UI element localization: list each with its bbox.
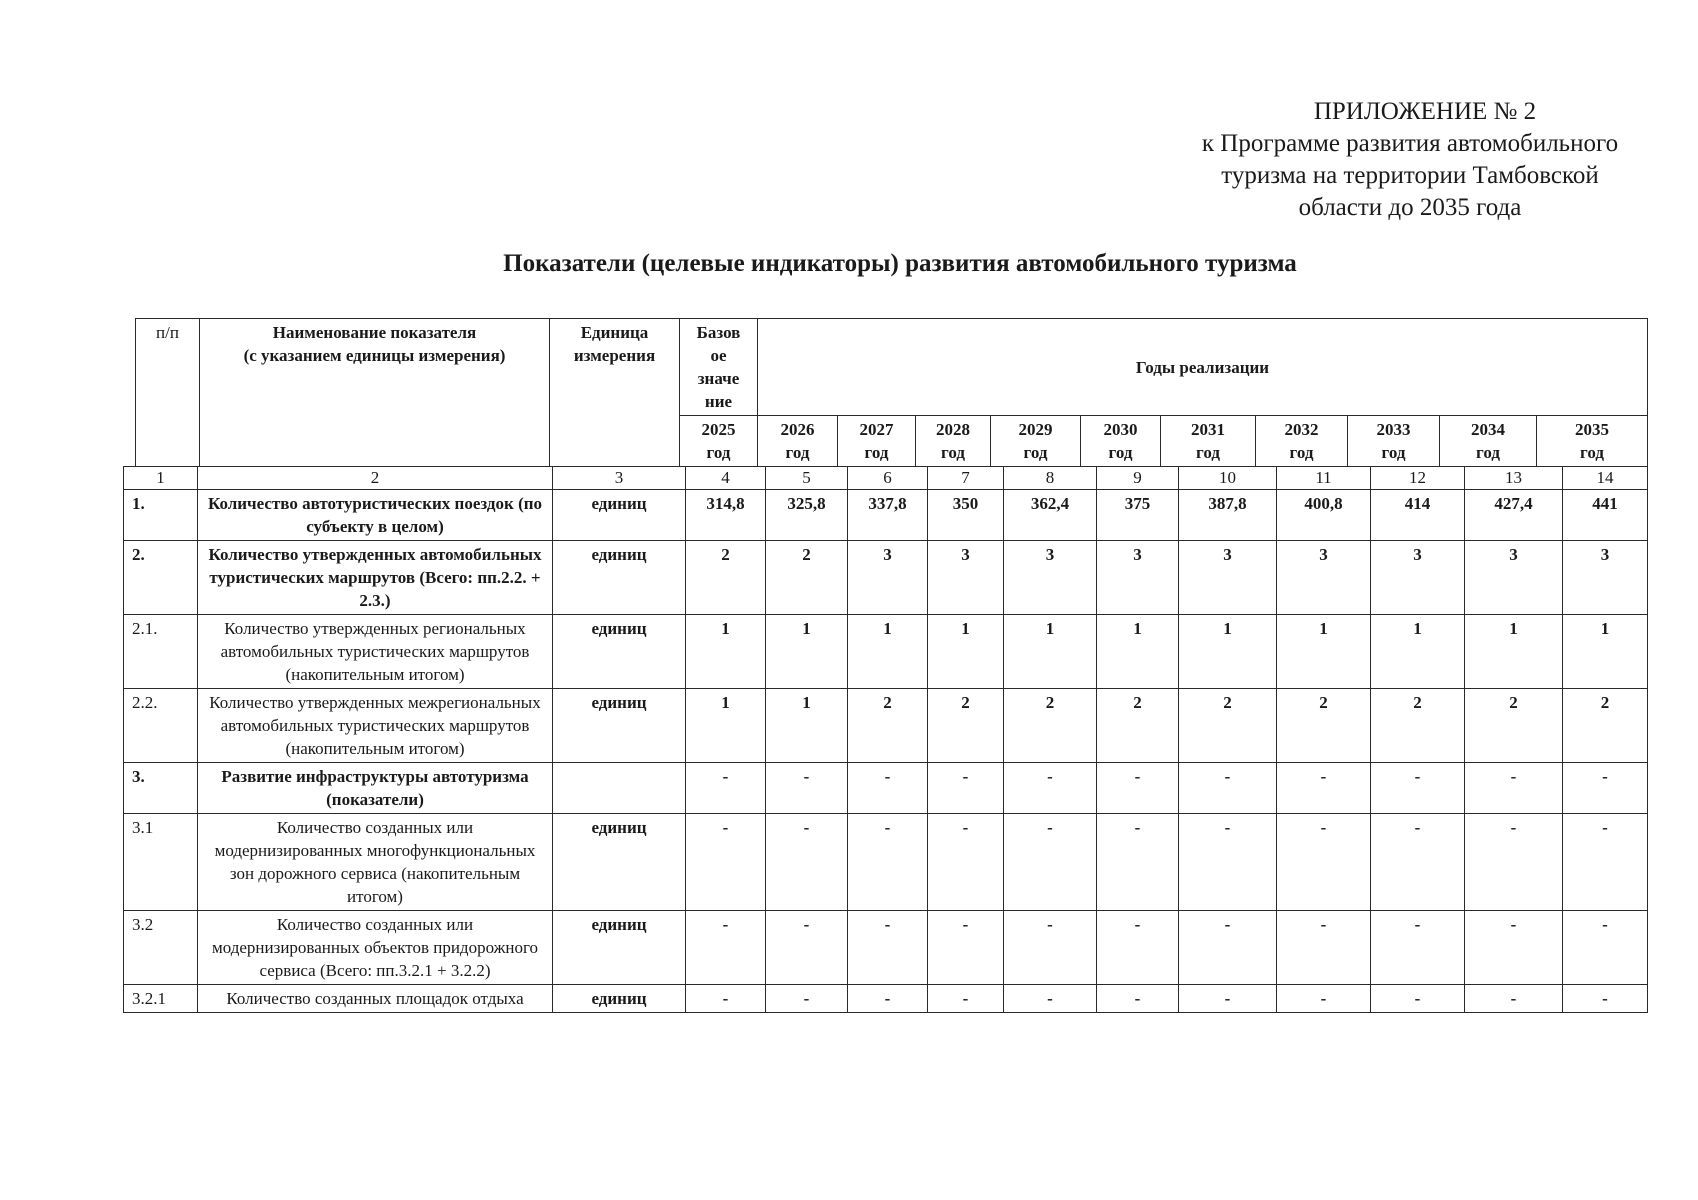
column-index-cell: 9 bbox=[1097, 467, 1179, 490]
indicator-name: Количество утвержденных автомобильных туристических маршрутов (Всего: пп.2.2. + 2.3.) bbox=[198, 541, 553, 615]
column-index-cell: 14 bbox=[1563, 467, 1648, 490]
value-cell: - bbox=[1277, 911, 1371, 985]
value-cell: - bbox=[1277, 763, 1371, 814]
value-cell: 441 bbox=[1563, 490, 1648, 541]
year-suffix: год bbox=[785, 443, 810, 462]
year-suffix: год bbox=[1289, 443, 1314, 462]
year-cell bbox=[1161, 416, 1256, 467]
value-cell: 314,8 bbox=[686, 490, 766, 541]
value-cell: - bbox=[686, 763, 766, 814]
value-cell: - bbox=[1097, 985, 1179, 1013]
value-cell: 3 bbox=[1277, 541, 1371, 615]
year-cell bbox=[1081, 416, 1161, 467]
year-value: 2033 bbox=[1376, 420, 1411, 439]
value-cell: 1 bbox=[1371, 615, 1465, 689]
header-base bbox=[680, 319, 758, 416]
column-index-cell: 5 bbox=[766, 467, 848, 490]
value-cell: 400,8 bbox=[1277, 490, 1371, 541]
year-cell bbox=[680, 416, 758, 467]
unit-cell: единиц bbox=[553, 541, 686, 615]
year-cell bbox=[838, 416, 916, 467]
value-cell: 3 bbox=[1179, 541, 1277, 615]
value-cell: - bbox=[928, 911, 1004, 985]
value-cell: 2 bbox=[848, 689, 928, 763]
value-cell: 3 bbox=[1097, 541, 1179, 615]
unit-cell: единиц bbox=[553, 490, 686, 541]
value-cell: 2 bbox=[766, 541, 848, 615]
value-cell: 325,8 bbox=[766, 490, 848, 541]
year-value: 2030 bbox=[1103, 420, 1138, 439]
column-index-cell: 6 bbox=[848, 467, 928, 490]
column-index-cell: 10 bbox=[1179, 467, 1277, 490]
value-cell: 1 bbox=[1465, 615, 1563, 689]
years-caption: Годы реализации bbox=[758, 319, 1648, 416]
document-title: Показатели (целевые индикаторы) развития автомобильного туризма bbox=[503, 250, 1297, 277]
year-value: 2029 bbox=[1018, 420, 1053, 439]
table-row bbox=[124, 689, 1648, 763]
value-cell: - bbox=[1465, 814, 1563, 911]
value-cell: - bbox=[686, 911, 766, 985]
row-number: 1. bbox=[124, 490, 198, 541]
value-cell: 1 bbox=[766, 689, 848, 763]
unit-cell: единиц bbox=[553, 911, 686, 985]
value-cell: 1 bbox=[848, 615, 928, 689]
column-index-cell: 12 bbox=[1371, 467, 1465, 490]
appendix-block bbox=[1160, 96, 1660, 224]
value-cell: 1 bbox=[1004, 615, 1097, 689]
value-cell: - bbox=[1563, 814, 1648, 911]
column-index-cell: 4 bbox=[686, 467, 766, 490]
value-cell: - bbox=[1179, 814, 1277, 911]
year-suffix: год bbox=[1476, 443, 1500, 462]
year-suffix: год bbox=[706, 443, 731, 462]
year-cell bbox=[1537, 416, 1648, 467]
value-cell: 1 bbox=[1563, 615, 1648, 689]
header-base-line: Базов bbox=[696, 323, 741, 342]
value-cell: 3 bbox=[928, 541, 1004, 615]
value-cell: - bbox=[848, 985, 928, 1013]
value-cell: - bbox=[766, 985, 848, 1013]
value-cell: 2 bbox=[1004, 689, 1097, 763]
table-header bbox=[135, 318, 1648, 467]
header-name-line: (с указанием единицы измерения) bbox=[243, 346, 506, 365]
value-cell: - bbox=[766, 814, 848, 911]
value-cell: - bbox=[1097, 763, 1179, 814]
unit-cell: единиц bbox=[553, 689, 686, 763]
value-cell: 337,8 bbox=[848, 490, 928, 541]
year-suffix: год bbox=[1580, 443, 1604, 462]
year-suffix: год bbox=[1196, 443, 1220, 462]
header-name bbox=[200, 319, 550, 467]
value-cell: 2 bbox=[1277, 689, 1371, 763]
value-cell: - bbox=[848, 814, 928, 911]
column-index-cell: 13 bbox=[1465, 467, 1563, 490]
value-cell: 2 bbox=[1465, 689, 1563, 763]
value-cell: 387,8 bbox=[1179, 490, 1277, 541]
value-cell: 350 bbox=[928, 490, 1004, 541]
value-cell: - bbox=[1371, 814, 1465, 911]
value-cell: 3 bbox=[1563, 541, 1648, 615]
year-suffix: год bbox=[1108, 443, 1133, 462]
row-number: 3.1 bbox=[124, 814, 198, 911]
value-cell: 2 bbox=[1371, 689, 1465, 763]
column-index-cell: 7 bbox=[928, 467, 1004, 490]
value-cell: 1 bbox=[1179, 615, 1277, 689]
indicator-name: Количество утвержденных межрегиональных автомобильных туристических маршрутов (накопительным итогом) bbox=[198, 689, 553, 763]
value-cell: - bbox=[1465, 911, 1563, 985]
value-cell: 1 bbox=[766, 615, 848, 689]
year-cell bbox=[1256, 416, 1348, 467]
row-number: 3.2 bbox=[124, 911, 198, 985]
row-number: 3.2.1 bbox=[124, 985, 198, 1013]
year-value: 2028 bbox=[936, 420, 970, 439]
indicators-table bbox=[123, 466, 1648, 1013]
value-cell: - bbox=[928, 814, 1004, 911]
indicator-name: Количество утвержденных региональных автомобильных туристических маршрутов (накопительным итогом) bbox=[198, 615, 553, 689]
value-cell: - bbox=[1563, 911, 1648, 985]
unit-cell: единиц bbox=[553, 814, 686, 911]
header-base-line: ое bbox=[710, 346, 727, 365]
table-row bbox=[124, 985, 1648, 1013]
header-base-line: значе bbox=[697, 369, 740, 388]
value-cell: - bbox=[1563, 763, 1648, 814]
value-cell: 362,4 bbox=[1004, 490, 1097, 541]
year-cell bbox=[991, 416, 1081, 467]
value-cell: 427,4 bbox=[1465, 490, 1563, 541]
column-index-cell: 1 bbox=[124, 467, 198, 490]
appendix-line: к Программе развития автомобильного bbox=[1201, 130, 1619, 157]
unit-cell: единиц bbox=[553, 985, 686, 1013]
column-index-cell: 11 bbox=[1277, 467, 1371, 490]
value-cell: - bbox=[1371, 985, 1465, 1013]
value-cell: - bbox=[1465, 985, 1563, 1013]
row-number: 2. bbox=[124, 541, 198, 615]
table-row bbox=[124, 541, 1648, 615]
year-value: 2034 bbox=[1471, 420, 1505, 439]
value-cell: 2 bbox=[928, 689, 1004, 763]
table-row bbox=[124, 615, 1648, 689]
value-cell: 3 bbox=[1371, 541, 1465, 615]
year-cell bbox=[1440, 416, 1537, 467]
value-cell: - bbox=[1179, 763, 1277, 814]
header-unit-line: Единица bbox=[580, 323, 649, 342]
row-number: 2.2. bbox=[124, 689, 198, 763]
table-body bbox=[124, 467, 1648, 1013]
row-number: 3. bbox=[124, 763, 198, 814]
year-suffix: год bbox=[1023, 443, 1048, 462]
column-index-cell: 8 bbox=[1004, 467, 1097, 490]
table-row bbox=[124, 763, 1648, 814]
value-cell: 3 bbox=[1004, 541, 1097, 615]
value-cell: 1 bbox=[686, 689, 766, 763]
year-suffix: год bbox=[864, 443, 889, 462]
value-cell: 414 bbox=[1371, 490, 1465, 541]
unit-cell: единиц bbox=[553, 615, 686, 689]
value-cell: - bbox=[1277, 814, 1371, 911]
value-cell: - bbox=[1371, 763, 1465, 814]
value-cell: 1 bbox=[686, 615, 766, 689]
table-row bbox=[124, 490, 1648, 541]
indicator-name: Количество автотуристических поездок (по субъекту в целом) bbox=[198, 490, 553, 541]
year-value: 2025 bbox=[701, 420, 736, 439]
value-cell: - bbox=[1097, 814, 1179, 911]
value-cell: 1 bbox=[928, 615, 1004, 689]
year-value: 2032 bbox=[1284, 420, 1319, 439]
header-unit-line: измерения bbox=[573, 346, 656, 365]
value-cell: 1 bbox=[1097, 615, 1179, 689]
header-name-line: Наименование показателя bbox=[272, 323, 477, 342]
year-suffix: год bbox=[1381, 443, 1406, 462]
value-cell: - bbox=[766, 911, 848, 985]
value-cell: - bbox=[1004, 763, 1097, 814]
value-cell: - bbox=[1004, 814, 1097, 911]
value-cell: - bbox=[848, 763, 928, 814]
header-base-line: ние bbox=[704, 392, 733, 411]
year-suffix: год bbox=[941, 443, 965, 462]
value-cell: - bbox=[928, 763, 1004, 814]
value-cell: - bbox=[686, 985, 766, 1013]
value-cell: 2 bbox=[1097, 689, 1179, 763]
value-cell: - bbox=[1004, 985, 1097, 1013]
table-row bbox=[124, 814, 1648, 911]
value-cell: - bbox=[686, 814, 766, 911]
value-cell: - bbox=[1563, 985, 1648, 1013]
value-cell: - bbox=[848, 911, 928, 985]
row-number: 2.1. bbox=[124, 615, 198, 689]
column-index-row bbox=[124, 467, 1648, 490]
header-num: п/п bbox=[136, 319, 200, 467]
year-cell bbox=[758, 416, 838, 467]
value-cell: - bbox=[1371, 911, 1465, 985]
value-cell: 2 bbox=[686, 541, 766, 615]
value-cell: - bbox=[1179, 985, 1277, 1013]
column-index-cell: 2 bbox=[198, 467, 553, 490]
unit-cell bbox=[553, 763, 686, 814]
year-cell bbox=[1348, 416, 1440, 467]
year-value: 2026 bbox=[780, 420, 815, 439]
value-cell: - bbox=[928, 985, 1004, 1013]
value-cell: 3 bbox=[848, 541, 928, 615]
value-cell: - bbox=[1004, 911, 1097, 985]
table-row bbox=[124, 911, 1648, 985]
year-value: 2035 bbox=[1575, 420, 1609, 439]
appendix-line: области до 2035 года bbox=[1298, 194, 1522, 221]
value-cell: 2 bbox=[1179, 689, 1277, 763]
year-value: 2031 bbox=[1191, 420, 1225, 439]
appendix-line: туризма на территории Тамбовской bbox=[1221, 162, 1599, 189]
value-cell: - bbox=[766, 763, 848, 814]
value-cell: 3 bbox=[1465, 541, 1563, 615]
indicator-name: Развитие инфраструктуры автотуризма (показатели) bbox=[198, 763, 553, 814]
indicator-name: Количество созданных площадок отдыха bbox=[198, 985, 553, 1013]
year-value: 2027 bbox=[859, 420, 894, 439]
indicator-name: Количество созданных или модернизированных объектов придорожного сервиса (Всего: пп.3.2.1 + 3.2.2) bbox=[198, 911, 553, 985]
column-index-cell: 3 bbox=[553, 467, 686, 490]
value-cell: 1 bbox=[1277, 615, 1371, 689]
value-cell: - bbox=[1465, 763, 1563, 814]
value-cell: - bbox=[1277, 985, 1371, 1013]
header-unit bbox=[550, 319, 680, 467]
value-cell: - bbox=[1179, 911, 1277, 985]
value-cell: - bbox=[1097, 911, 1179, 985]
indicator-name: Количество созданных или модернизированных многофункциональных зон дорожного сервиса (накопительным итогом) bbox=[198, 814, 553, 911]
value-cell: 375 bbox=[1097, 490, 1179, 541]
appendix-title: ПРИЛОЖЕНИЕ № 2 bbox=[1313, 98, 1537, 125]
value-cell: 2 bbox=[1563, 689, 1648, 763]
year-cell bbox=[916, 416, 991, 467]
